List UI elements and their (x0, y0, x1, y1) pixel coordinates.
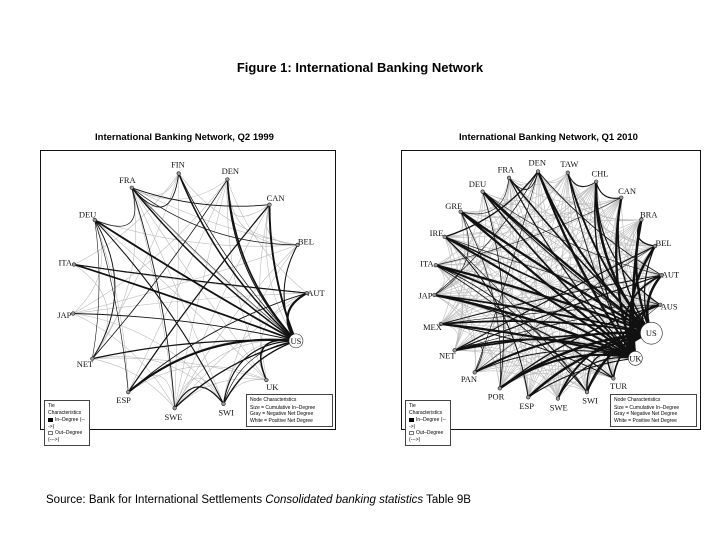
network-panel-2010 (401, 150, 701, 443)
network-graph-2010 (402, 151, 700, 429)
node-swe (173, 406, 177, 410)
black-swatch-icon (409, 418, 414, 422)
node-den (226, 178, 230, 182)
source-italic: Consolidated banking statistics (265, 494, 424, 506)
node-jap (433, 293, 437, 297)
in-degree-edge (95, 188, 135, 226)
node-label-aut: AUT (661, 269, 680, 280)
node-label-can: CAN (618, 185, 637, 196)
source-suffix: Table 9B (423, 494, 471, 506)
node-label-bel: BEL (655, 237, 672, 248)
tie-legend-title: Tie Characteristics (48, 403, 82, 416)
node-label-esp: ESP (519, 401, 534, 412)
out-degree-edge (128, 375, 174, 408)
node-label-den: DEN (528, 157, 547, 168)
node-size-label: Size = Cumulative In–Degree (250, 404, 316, 411)
node-label-swi: SWI (218, 407, 234, 418)
node-label-ita: ITA (58, 257, 72, 268)
node-label-mex: MEX (422, 322, 442, 333)
network-graph-1999 (41, 151, 335, 429)
node-den (536, 170, 540, 174)
node-jap (71, 312, 75, 316)
node-label-gre: GRE (445, 200, 463, 211)
in-degree-edge (227, 179, 296, 340)
panel-title-1999: International Banking Network, Q2 1999 (95, 132, 274, 143)
node-label-jap: JAP (57, 310, 72, 321)
node-esp (126, 390, 130, 394)
node-label-esp: ESP (116, 394, 131, 405)
node-label-deu: DEU (468, 179, 487, 190)
node-label-fra: FRA (497, 164, 515, 175)
node-size-label: Size = Cumulative In–Degree (614, 404, 680, 411)
node-label-den: DEN (221, 165, 240, 176)
gray-swatch-icon (409, 431, 414, 435)
out-degree-edge (132, 179, 228, 199)
node-label-pan: PAN (460, 374, 478, 385)
out-degree-edge (74, 264, 108, 358)
node-ire (443, 235, 447, 239)
out-degree-edge (132, 173, 179, 195)
node-taw (566, 171, 570, 175)
node-deu (481, 190, 485, 194)
node-label-net: NET (438, 350, 456, 361)
node-tur (612, 377, 616, 381)
node-label-tur: TUR (610, 380, 628, 391)
out-degree-edge (179, 173, 298, 244)
source-prefix: Source: Bank for International Settlements (46, 494, 266, 506)
node-label-ire: IRE (429, 228, 444, 239)
node-ita (72, 263, 76, 267)
node-gray-label: Gray = Negative Net Degree (250, 411, 314, 417)
tie-legend-title: Tie Characteristics (409, 403, 443, 416)
node-can (619, 196, 623, 200)
node-label-fin: FIN (171, 159, 185, 170)
out-degree-edge (73, 179, 227, 313)
out-degree-edge (95, 220, 298, 246)
black-swatch-icon (48, 418, 53, 422)
out-degree-edge (445, 212, 463, 237)
node-legend-1999 (246, 394, 333, 427)
node-fra (507, 176, 511, 180)
out-degree-label: Out–Degree (--->) (409, 430, 444, 443)
node-legend-title: Node Characteristics (614, 397, 661, 403)
figure-title: Figure 1: International Banking Network (236, 60, 484, 75)
out-degree-edge (175, 378, 224, 408)
in-degree-label: In–Degree (--->) (409, 417, 446, 430)
in-degree-edge (132, 188, 270, 206)
out-degree-label: Out–Degree (--->) (48, 430, 83, 443)
node-label-chl: CHL (591, 168, 609, 179)
out-degree-edge (455, 347, 558, 398)
node-label-aut: AUT (307, 288, 325, 299)
node-legend-2010 (610, 394, 697, 427)
node-label-ita: ITA (420, 258, 434, 269)
node-label-uk: UK (266, 381, 279, 392)
node-por (498, 387, 502, 391)
in-degree-edge (95, 220, 128, 392)
node-fin (177, 172, 181, 176)
node-label-swe: SWE (164, 412, 183, 423)
node-label-us: US (290, 335, 302, 346)
gray-swatch-icon (48, 431, 53, 435)
panel-title-2010: International Banking Network, Q1 2010 (459, 132, 638, 143)
node-swi (222, 402, 226, 406)
node-label-por: POR (487, 391, 505, 402)
out-degree-edge (568, 173, 642, 221)
node-swi (585, 390, 589, 394)
in-degree-edge (92, 220, 99, 359)
node-label-taw: TAW (560, 158, 579, 169)
node-label-bel: BEL (297, 236, 314, 247)
node-label-swi: SWI (582, 395, 598, 406)
node-label-can: CAN (266, 193, 285, 204)
node-label-aus: AUS (660, 301, 678, 312)
in-degree-edge (227, 179, 296, 340)
in-degree-edge (95, 220, 224, 404)
node-label-deu: DEU (78, 209, 97, 220)
node-gray-label: Gray = Negative Net Degree (614, 411, 678, 417)
node-label-jap: JAP (418, 290, 433, 301)
out-degree-edge (227, 179, 270, 216)
out-degree-edge (95, 220, 128, 392)
source-note (46, 494, 471, 506)
tie-legend-1999 (44, 400, 90, 446)
node-chl (594, 180, 598, 184)
node-label-us: US (645, 328, 657, 339)
node-label-swe: SWE (549, 402, 568, 413)
tie-legend-2010 (405, 400, 451, 446)
node-label-uk: UK (629, 353, 642, 364)
edges (73, 173, 307, 408)
node-fra (130, 186, 134, 190)
node-esp (526, 395, 530, 399)
network-panel-1999 (40, 150, 336, 443)
node-label-fra: FRA (119, 174, 136, 185)
node-white-label: White = Positive Net Degree (614, 417, 677, 424)
node-label-net: NET (76, 358, 94, 369)
node-swe (556, 397, 560, 401)
node-label-bra: BRA (640, 209, 658, 220)
node-ita (434, 263, 438, 267)
node-can (268, 203, 272, 207)
node-legend-title: Node Characteristics (250, 397, 297, 403)
node-white-label: White = Positive Net Degree (250, 417, 313, 424)
in-degree-label: In–Degree (--->) (48, 417, 85, 430)
